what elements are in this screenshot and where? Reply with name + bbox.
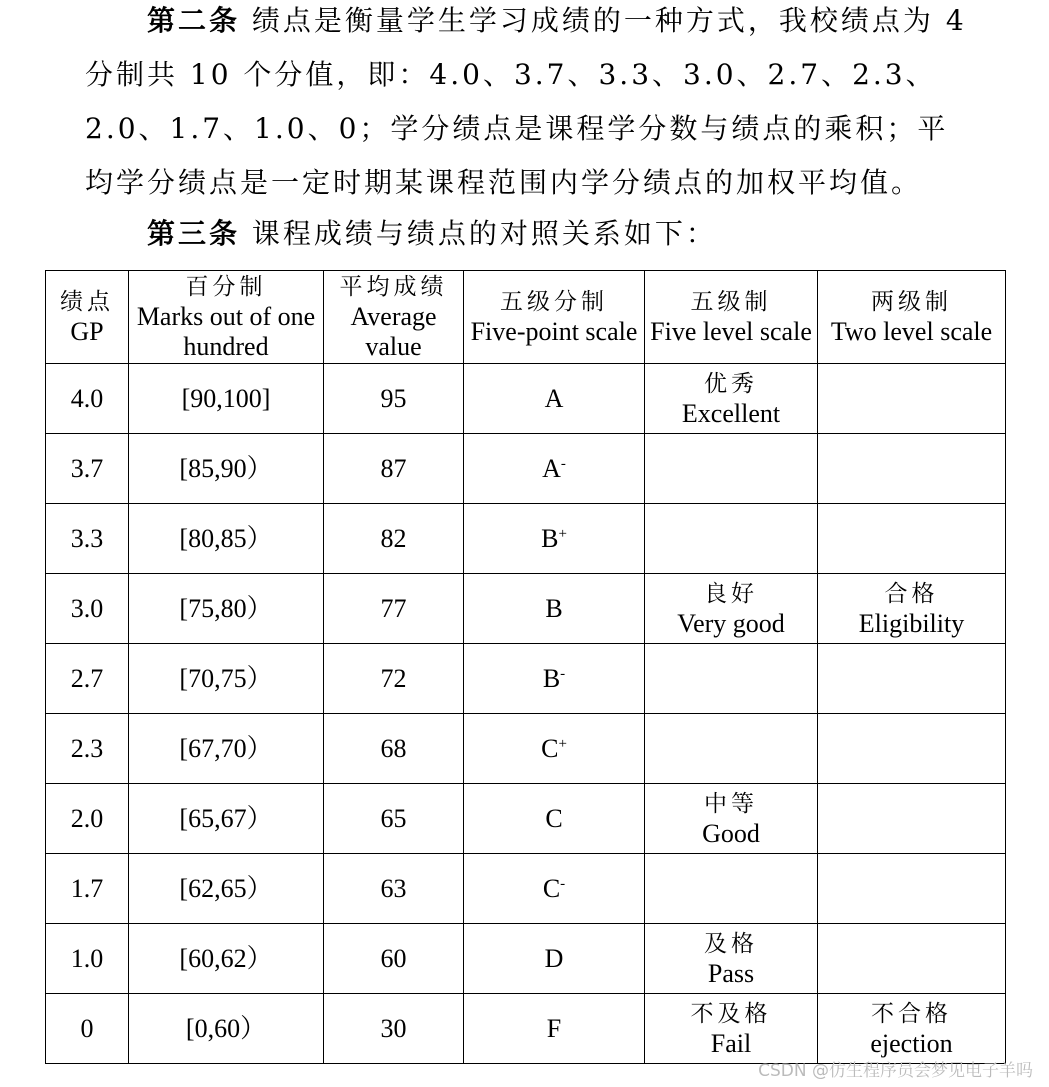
cell-gp: 2.0 — [46, 784, 129, 854]
cell-grade: C- — [464, 854, 645, 924]
table-header-row — [46, 271, 1006, 364]
header-two-level: 两级制 Two level scale — [818, 271, 1006, 364]
cell-gp: 1.7 — [46, 854, 129, 924]
table-row — [46, 854, 1006, 924]
cell-marks: [0,60） — [129, 994, 324, 1064]
cell-two-level — [818, 364, 1006, 434]
cell-average: 77 — [324, 574, 464, 644]
cell-average: 87 — [324, 434, 464, 504]
cell-five-level: 不及格 Fail — [645, 994, 818, 1064]
cell-two-level — [818, 644, 1006, 714]
cell-average: 82 — [324, 504, 464, 574]
article-2-paragraph — [85, 0, 969, 210]
cell-grade: F — [464, 994, 645, 1064]
cell-gp: 3.3 — [46, 504, 129, 574]
cell-two-level — [818, 924, 1006, 994]
cell-grade: C — [464, 784, 645, 854]
cell-two-level: 合格 Eligibility — [818, 574, 1006, 644]
header-marks: 百分制 Marks out of one hundred — [129, 271, 324, 364]
cell-grade: A — [464, 364, 645, 434]
article-2-text: 绩点是衡量学生学习成绩的一种方式，我校绩点为 4 分制共 10 个分值，即：4.0、3.7、3.3、3.0、2.7、2.3、2.0、1.7、1.0、0；学分绩点是课程学分数与绩点的乘积；平均学分绩点是一定时期某课程范围内学分绩点的加权平均值。 — [85, 4, 967, 199]
table-row — [46, 434, 1006, 504]
cell-five-level: 及格 Pass — [645, 924, 818, 994]
cell-average: 72 — [324, 644, 464, 714]
cell-five-level: 中等 Good — [645, 784, 818, 854]
table-row — [46, 784, 1006, 854]
cell-gp: 1.0 — [46, 924, 129, 994]
cell-marks: [67,70） — [129, 714, 324, 784]
cell-two-level — [818, 504, 1006, 574]
cell-average: 63 — [324, 854, 464, 924]
cell-five-level: 良好 Very good — [645, 574, 818, 644]
cell-grade: D — [464, 924, 645, 994]
cell-five-level — [645, 714, 818, 784]
cell-marks: [90,100] — [129, 364, 324, 434]
cell-marks: [70,75） — [129, 644, 324, 714]
cell-five-level: 优秀 Excellent — [645, 364, 818, 434]
cell-average: 60 — [324, 924, 464, 994]
cell-gp: 3.7 — [46, 434, 129, 504]
header-average: 平均成绩 Average value — [324, 271, 464, 364]
table-row — [46, 644, 1006, 714]
cell-marks: [60,62） — [129, 924, 324, 994]
cell-marks: [80,85） — [129, 504, 324, 574]
grade-point-table — [45, 270, 1006, 1064]
table-row — [46, 924, 1006, 994]
cell-five-level — [645, 504, 818, 574]
article-2-label: 第二条 — [147, 4, 241, 37]
cell-five-level — [645, 854, 818, 924]
watermark: CSDN @仿生程序员会梦见电子羊吗 — [758, 1061, 1033, 1081]
cell-grade: C+ — [464, 714, 645, 784]
cell-two-level — [818, 714, 1006, 784]
cell-five-level — [645, 434, 818, 504]
cell-gp: 0 — [46, 994, 129, 1064]
article-3-label: 第三条 — [147, 217, 241, 250]
article-3-paragraph — [147, 207, 969, 261]
cell-average: 95 — [324, 364, 464, 434]
article-3-text: 课程成绩与绩点的对照关系如下： — [251, 217, 717, 250]
table-row — [46, 574, 1006, 644]
cell-gp: 3.0 — [46, 574, 129, 644]
table-row — [46, 994, 1006, 1064]
cell-average: 65 — [324, 784, 464, 854]
cell-grade: B- — [464, 644, 645, 714]
cell-average: 68 — [324, 714, 464, 784]
cell-marks: [65,67） — [129, 784, 324, 854]
table-row — [46, 504, 1006, 574]
cell-five-level — [645, 644, 818, 714]
cell-two-level — [818, 434, 1006, 504]
header-five-point: 五级分制 Five-point scale — [464, 271, 645, 364]
cell-gp: 2.7 — [46, 644, 129, 714]
cell-two-level — [818, 784, 1006, 854]
header-gp: 绩点 GP — [46, 271, 129, 364]
cell-grade: B — [464, 574, 645, 644]
cell-two-level: 不合格 ejection — [818, 994, 1006, 1064]
cell-gp: 4.0 — [46, 364, 129, 434]
table-row — [46, 714, 1006, 784]
cell-marks: [62,65） — [129, 854, 324, 924]
table-row — [46, 364, 1006, 434]
cell-grade: B+ — [464, 504, 645, 574]
cell-grade: A- — [464, 434, 645, 504]
cell-marks: [85,90） — [129, 434, 324, 504]
cell-marks: [75,80） — [129, 574, 324, 644]
header-five-level: 五级制 Five level scale — [645, 271, 818, 364]
cell-gp: 2.3 — [46, 714, 129, 784]
cell-two-level — [818, 854, 1006, 924]
cell-average: 30 — [324, 994, 464, 1064]
